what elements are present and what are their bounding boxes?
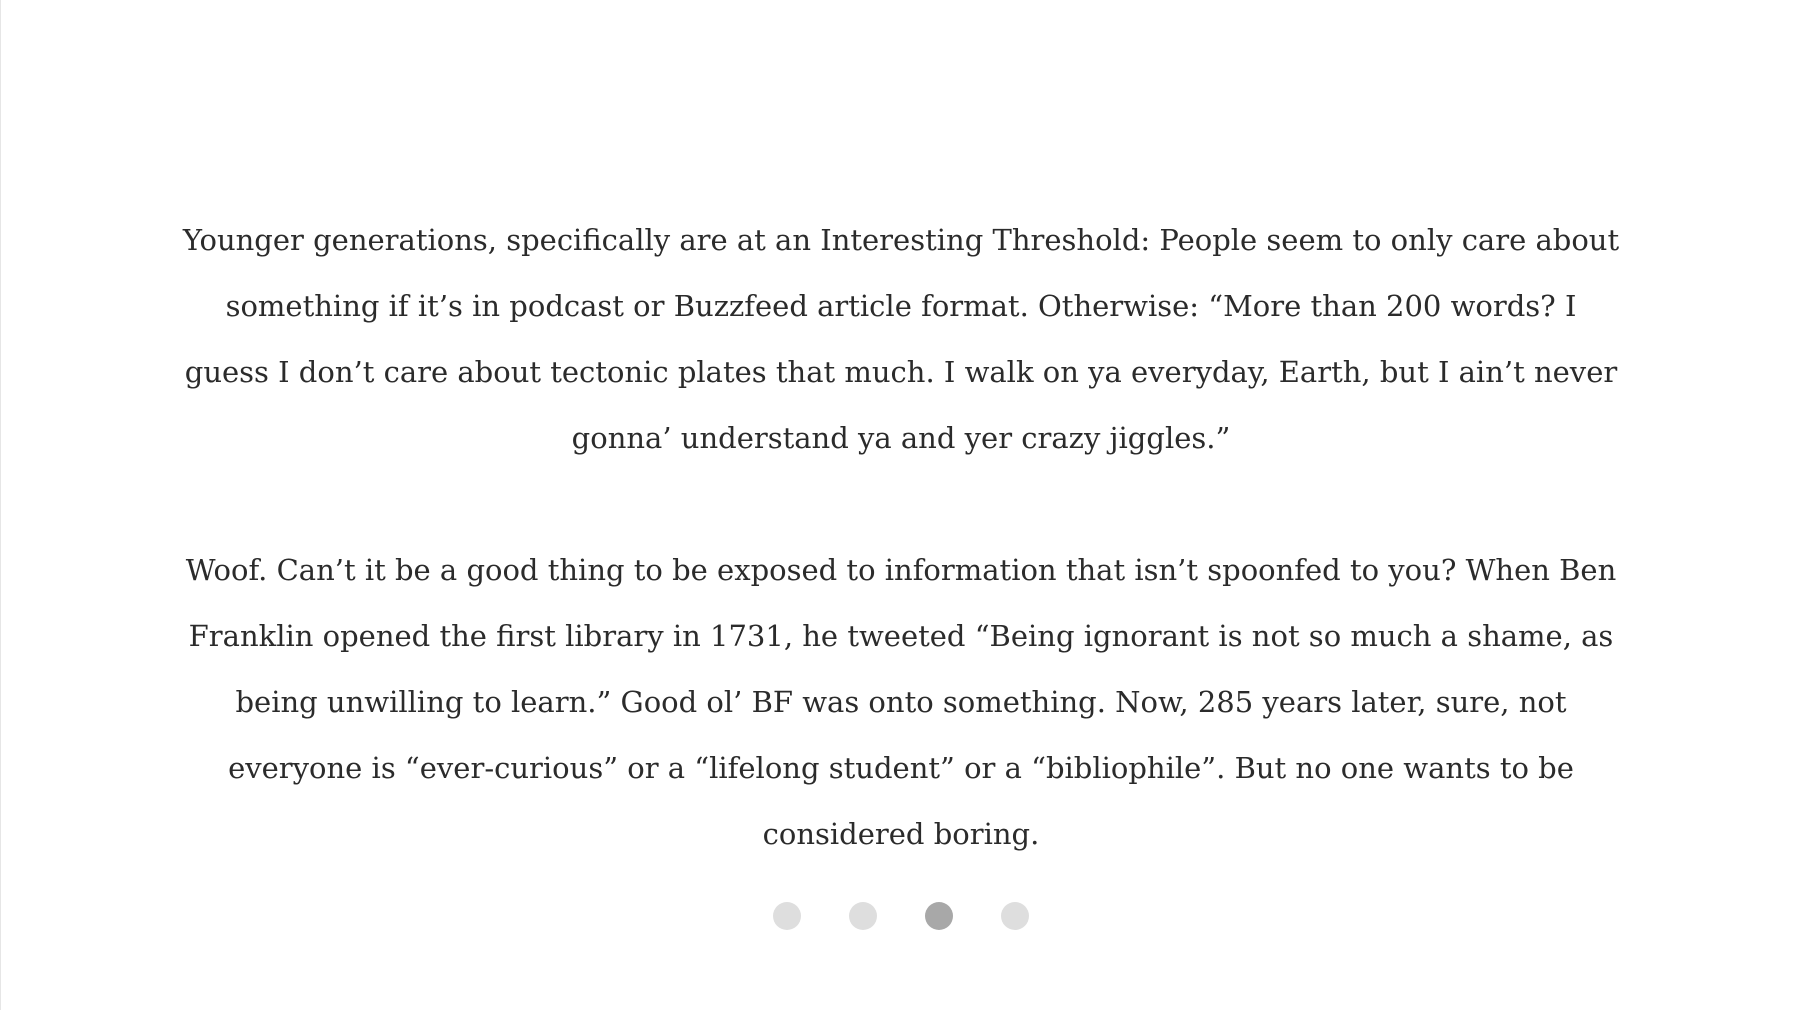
slide-paragraph-2: Woof. Can’t it be a good thing to be exposed to information that isn’t spoonfed to you? When Ben Franklin opened the first library in 1731, he tweeted “Being ignorant is not so much a shame, as being unwilling to learn.” Good ol’ BF was onto something. Now, 285 years later, sure, not everyone is “ever-curious” or a “lifelong student” or a “bibliophile”. But no one wants to be considered boring. (185, 553, 1617, 851)
carousel-pagination (1, 902, 1800, 930)
slide-paragraph-1: Younger generations, specifically are at an Interesting Threshold: People seem to only care about something if it’s in podcast or Buzzfeed article format. Otherwise: “More than 200 words? I guess I don’t care about tectonic plates that much. I walk on ya everyday, Earth, but I ain’t never gonna’ understand ya and yer crazy jiggles.” (182, 223, 1620, 455)
pagination-dot-2[interactable] (849, 902, 877, 930)
slide-text-block (181, 207, 1621, 867)
pagination-dot-3[interactable] (925, 902, 953, 930)
pagination-dot-1[interactable] (773, 902, 801, 930)
pagination-dot-4[interactable] (1001, 902, 1029, 930)
